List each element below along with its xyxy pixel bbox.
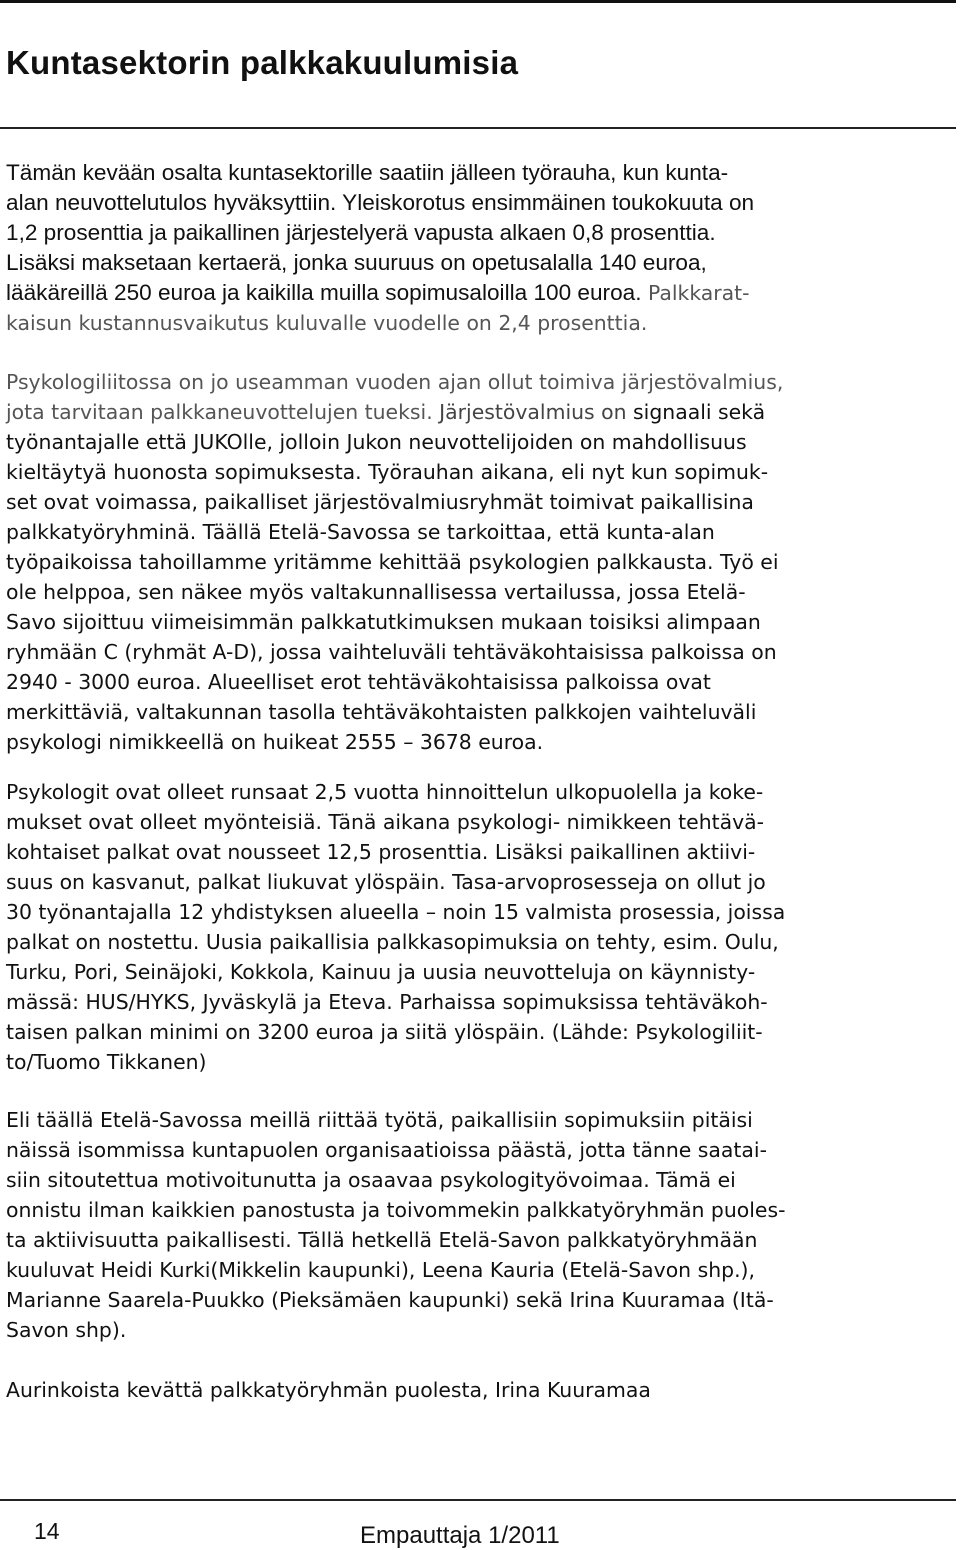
paragraph-1-part-a: Tämän kevään osalta kuntasektorille saatiin jälleen työrauha, kun kunta- alan neuvottelutulos hyväksyttiin. Yleiskorotus ensimmäinen toukokuuta on 1,2 prosenttia ja paikallinen järjestelyerä vapusta alkaen 0,8 prosenttia. — [6, 160, 755, 245]
title-divider — [0, 127, 956, 129]
article-title: Kuntasektorin palkkakuulumisia — [6, 44, 519, 81]
paragraph-2-part-b: Järjestövalmius on — [432, 400, 627, 424]
paragraph-3: Psykologit ovat olleet runsaat 2,5 vuotta hinnoittelun ulkopuolella ja koke- mukset ovat olleet myönteisiä. Tänä aikana psykologi- nimikkeen tehtävä- kohtaiset palkat ovat nousseet 12,5 prosenttia. Lisäksi paikallinen aktiivi- suus on kasvanut, palkat liukuvat ylöspäin. Tasa-arvoprosesseja on ollut jo 30 työnantajalla 12 yhdistyksen alueella – noin 15 valmista prosessia, joissa palkat on nostettu. Uusia paikallisia palkkasopimuksia on tehty, esim. Oulu, Turku, Pori, Seinäjoki, Kokkola, Kainuu ja uusia neuvotteluja on käynnisty- mässä: HUS/HYKS, Jyväskylä ja Eteva. Parhaissa sopimuksissa tehtäväkoh- taisen palkan minimi on 3200 euroa ja siitä ylöspäin. (Lähde: Psykologiliit- to/Tuomo Tikkanen) — [6, 780, 786, 1074]
top-rule — [0, 0, 956, 3]
page-number: 14 — [34, 1518, 60, 1544]
paragraph-1-part-c: Palkkarat- kaisun kustannusvaikutus kuluvalle vuodelle on 2,4 prosenttia. — [6, 281, 750, 335]
paragraph-1 — [6, 158, 956, 338]
paragraph-2 — [6, 367, 956, 757]
paragraph-2-part-a: Psykologiliitossa on jo useamman vuoden ajan ollut toimiva järjestövalmius, jota tarvitaan palkkaneuvottelujen tueksi. — [6, 370, 784, 424]
paragraph-1-part-b: Lisäksi maksetaan kertaerä, jonka suuruus on opetusalalla 140 euroa, lääkäreillä 250 euroa ja kaikilla muilla sopimusaloilla 100 euroa. — [6, 250, 707, 305]
footer-divider — [0, 1499, 956, 1501]
signature-line: Aurinkoista kevättä palkkatyöryhmän puolesta, Irina Kuuramaa — [6, 1378, 651, 1402]
paragraph-2-part-c: signaali sekä työnantajalle että JUKOlle, jolloin Jukon neuvottelijoiden on mahdollisuus kieltäytyä huonosta sopimuksesta. Työrauhan aikana, eli nyt kun sopimuk- set ovat voimassa, paikalliset järjestövalmiusryhmät toimivat paikallisina palkkatyöryhminä. Täällä Etelä-Savossa se tarkoittaa, että kunta-alan työpaikoissa tahoillamme yritämme kehittää psykologien palkkausta. Työ ei ole helppoa, sen näkee myös valtakunnallisessa vertailussa, jossa Etelä- Savo sijoittuu viimeisimmän palkkatutkimuksen mukaan toisiksi alimpaan ryhmään C (ryhmät A-D), jossa vaihteluväli tehtäväkohtaisissa palkoissa on 2940 - 3000 euroa. Alueelliset erot tehtäväkohtaisissa palkoissa ovat merkittäviä, valtakunnan tasolla tehtäväkohtaisten palkkojen vaihteluväli psykologi nimikkeellä on huikeat 2555 – 3678 euroa. — [6, 400, 779, 754]
paragraph-4: Eli täällä Etelä-Savossa meillä riittää työtä, paikallisiin sopimuksiin pitäisi näissä isommissa kuntapuolen organisaatioissa päästä, jotta tänne saatai- siin sitoutettua motivoitunutta ja osaavaa psykologityövoimaa. Tämä ei onnistu ilman kaikkien panostusta ja toivommekin palkkatyöryhmän puoles- ta aktiivisuutta paikallisesti. Tällä hetkellä Etelä-Savon palkkatyöryhmään kuuluvat Heidi Kurki(Mikkelin kaupunki), Leena Kauria (Etelä-Savon shp.), Marianne Saarela-Puukko (Pieksämäen kaupunki) sekä Irina Kuuramaa (Itä- Savon shp). — [6, 1108, 786, 1342]
publication-name: Empauttaja 1/2011 — [360, 1522, 560, 1549]
